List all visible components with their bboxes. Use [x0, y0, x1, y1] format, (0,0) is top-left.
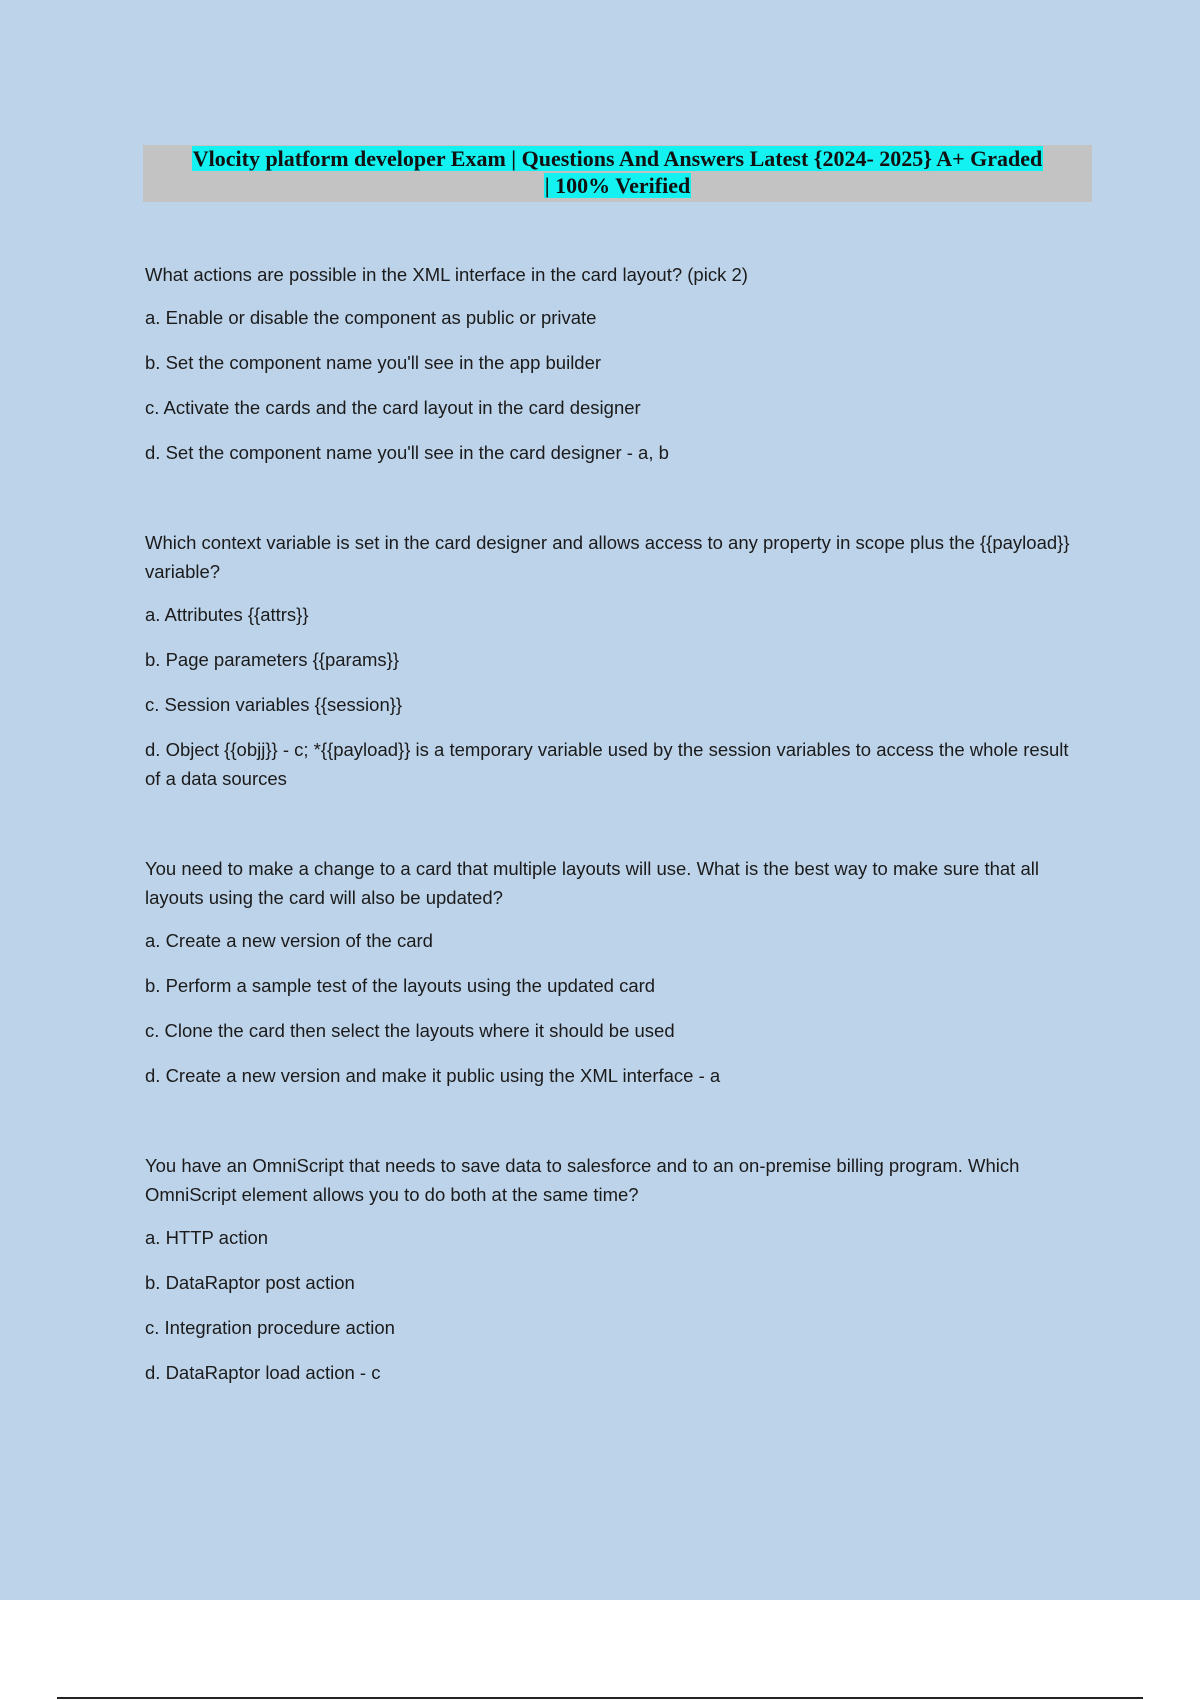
title-line-1: [143, 145, 1092, 172]
question-text: You need to make a change to a card that multiple layouts will use. What is the best way to make sure that all layouts using the card will also be updated?: [145, 858, 1039, 908]
question-block-3: [145, 854, 1075, 1090]
question-text: You have an OmniScript that needs to save data to salesforce and to an on-premise billing program. Which OmniScript element allows you to do both at the same time?: [145, 1155, 1020, 1205]
answer-option-c: c. Activate the cards and the card layout in the card designer: [145, 397, 641, 418]
answer-option-d: d. Create a new version and make it public using the XML interface - a: [145, 1065, 721, 1086]
answer-option-c: c. Clone the card then select the layouts where it should be used: [145, 1020, 675, 1041]
answer-option-d: d. DataRaptor load action - c: [145, 1362, 381, 1383]
title-highlight-1: Vlocity platform developer Exam | Questions And Answers Latest {2024- 2025} A+ Graded: [192, 146, 1043, 171]
answer-option-a: a. HTTP action: [145, 1227, 269, 1248]
title-line-2: [143, 172, 1092, 199]
answer-option-b: b. Set the component name you'll see in the app builder: [145, 352, 602, 373]
title-highlight-2: | 100% Verified: [544, 173, 691, 198]
question-text: Which context variable is set in the card designer and allows access to any property in scope plus the {{payload}} variable?: [145, 532, 1070, 582]
answer-option-a: a. Enable or disable the component as public or private: [145, 307, 597, 328]
document-title: [143, 145, 1092, 202]
answer-option-c: c. Integration procedure action: [145, 1317, 395, 1338]
answer-option-a: a. Create a new version of the card: [145, 930, 433, 951]
answer-option-a: a. Attributes {{attrs}}: [145, 604, 309, 625]
answer-option-b: b. DataRaptor post action: [145, 1272, 355, 1293]
answer-option-c: c. Session variables {{session}}: [145, 694, 403, 715]
question-block-2: [145, 528, 1075, 793]
answer-option-d: d. Set the component name you'll see in the card designer - a, b: [145, 442, 669, 463]
question-block-1: [145, 260, 1075, 467]
answer-option-d: d. Object {{objj}} - c; *{{payload}} is a temporary variable used by the session variables to access the whole result of a data sources: [145, 739, 1069, 789]
footer-divider: [57, 1697, 1143, 1699]
answer-option-b: b. Page parameters {{params}}: [145, 649, 400, 670]
question-block-4: [145, 1151, 1075, 1387]
answer-option-b: b. Perform a sample test of the layouts using the updated card: [145, 975, 656, 996]
questions-list: [145, 260, 1075, 1448]
question-text: What actions are possible in the XML interface in the card layout? (pick 2): [145, 264, 748, 285]
